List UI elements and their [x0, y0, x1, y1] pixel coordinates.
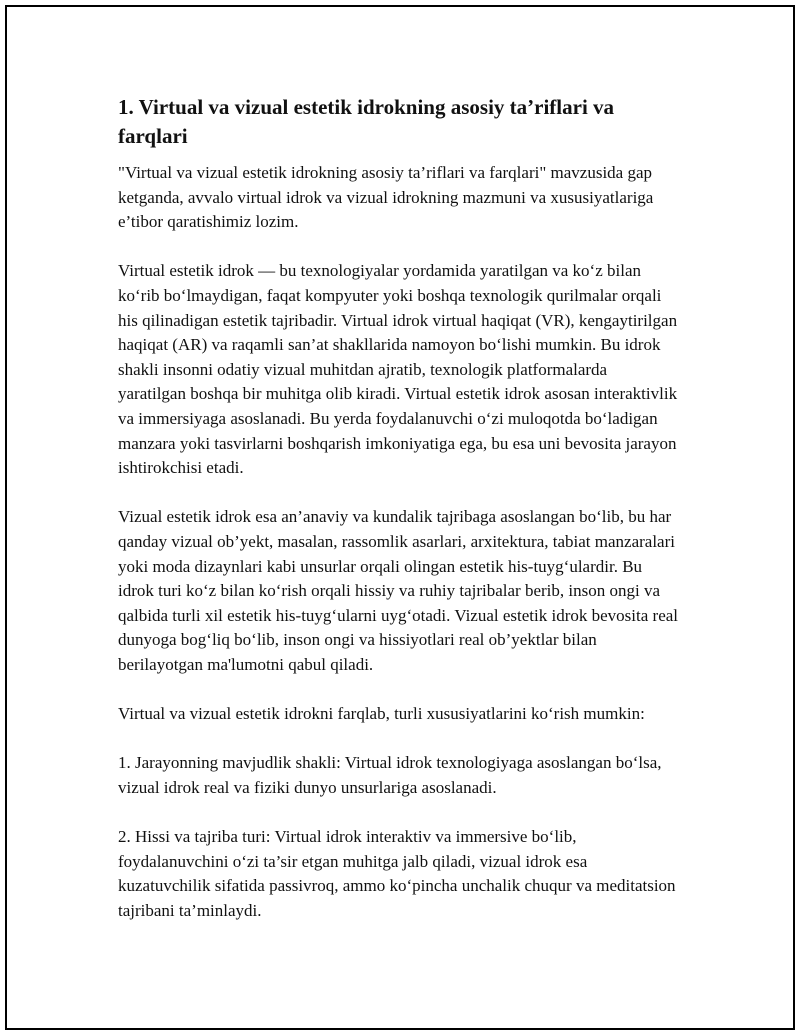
paragraph-visual-definition: Vizual estetik idrok esa an’anaviy va kundalik tajribaga asoslangan bo‘lib, bu har qanday vizual ob’yekt, masalan, rassomlik asarlari, arxitektura, tabiat manzaralari yoki moda dizaynlari kabi unsurlar orqali olingan estetik his-tuyg‘ulardir. Bu idrok turi ko‘z bilan ko‘rish orqali hissiy va ruhiy tajribalar berib, inson ongi va qalbida turli xil estetik his-tuyg‘ularni uyg‘otadi. Vizual estetik idrok bevosita real dunyoga bog‘liq bo‘lib, inson ongi va hissiyotlari real ob’yektlar bilan berilayotgan ma'lumotni qabul qiladi. [118, 507, 679, 674]
paragraph-differences-intro: Virtual va vizual estetik idrokni farqlab, turli xususiyatlarini ko‘rish mumkin: [118, 704, 645, 724]
section-heading: 1. Virtual va vizual estetik idrokning asosiy ta’riflari va farqlari [118, 95, 615, 148]
list-item-difference-2: 2. Hissi va tajriba turi: Virtual idrok interaktiv va immersive bo‘lib, foydalanuvchini o‘zi ta’sir etgan muhitga jalb qiladi, vizual idrok esa kuzatuvchilik sifatida passivroq, ammo ko‘pincha unchalik chuqur va meditatsion tajribani ta’minlaydi. [118, 827, 676, 920]
document-body [118, 93, 678, 923]
list-item-difference-1: 1. Jarayonning mavjudlik shakli: Virtual idrok texnologiyaga asoslangan bo‘lsa, vizual idrok real va fiziki dunyo unsurlariga asoslanadi. [118, 753, 662, 797]
paragraph-virtual-definition: Virtual estetik idrok — bu texnologiyalar yordamida yaratilgan va ko‘z bilan ko‘rib bo‘lmaydigan, faqat kompyuter yoki boshqa texnologik qurilmalar orqali his qilinadigan estetik tajribadir. Virtual idrok virtual haqiqat (VR), kengaytirilgan haqiqat (AR) va raqamli san’at shakllarida namoyon bo‘lishi mumkin. Bu idrok shakli insonni odatiy vizual muhitdan ajratib, texnologik platformalarda yaratilgan boshqa bir muhitga olib kiradi. Virtual estetik idrok asosan interaktivlik va immersiyaga asoslanadi. Bu yerda foydalanuvchi o‘zi muloqotda bo‘ladigan manzara yoki tasvirlarni boshqarish imkoniyatiga ega, bu esa uni bevosita jarayon ishtirokchisi etadi. [118, 261, 678, 478]
paragraph-intro: "Virtual va vizual estetik idrokning asosiy ta’riflari va farqlari" mavzusida gap ketganda, avvalo virtual idrok va vizual idrokning mazmuni va xususiyatlariga e’tibor qaratishimiz lozim. [118, 163, 654, 232]
